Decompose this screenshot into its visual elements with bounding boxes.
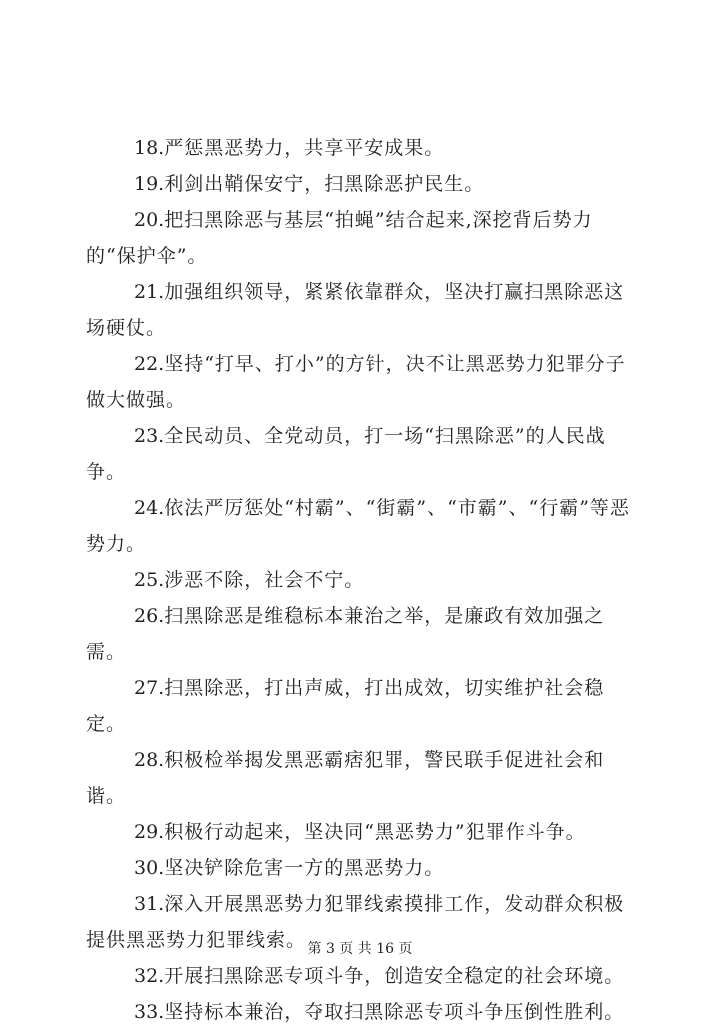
item-text: 积极行动起来，坚决同“黑恶势力”犯罪作斗争。: [164, 821, 586, 843]
item-text: 依法严厉惩处“村霸”、“街霸”、“市霸”、“行霸”等恶势力。: [86, 497, 630, 555]
item-number: 25.: [134, 569, 165, 591]
list-item: [86, 130, 638, 166]
list-item: [86, 490, 638, 562]
page-number-footer: 第 3 页 共 16 页: [307, 941, 413, 957]
list-item: [86, 670, 638, 742]
item-number: 29.: [134, 821, 165, 843]
list-item: [86, 814, 638, 850]
item-number: 31.: [134, 893, 165, 915]
item-number: 24.: [134, 497, 165, 519]
item-text: 坚决铲除危害一方的黑恶势力。: [164, 857, 445, 879]
list-item: [86, 994, 638, 1030]
list-item: [86, 742, 638, 814]
item-text: 坚持标本兼治，夺取扫黑除恶专项斗争压倒性胜利。: [164, 1001, 625, 1023]
item-number: 21.: [134, 281, 165, 303]
item-text: 扫黑除恶是维稳标本兼治之举，是廉政有效加强之需。: [86, 605, 605, 663]
item-text: 把扫黑除恶与基层“拍蝇”结合起来,深挖背后势力的“保护伞”。: [86, 209, 593, 267]
item-number: 18.: [134, 137, 165, 159]
list-item: [86, 166, 638, 202]
item-number: 30.: [134, 857, 165, 879]
item-number: 20.: [134, 209, 165, 231]
item-text: 涉恶不除，社会不宁。: [164, 569, 365, 591]
item-text: 严惩黑恶势力，共享平安成果。: [164, 137, 445, 159]
item-number: 28.: [134, 749, 165, 771]
item-text: 积极检举揭发黑恶霸痞犯罪，警民联手促进社会和谐。: [86, 749, 605, 807]
slogan-list: [86, 130, 638, 1030]
list-item: [86, 274, 638, 346]
item-text: 坚持“打早、打小”的方针，决不让黑恶势力犯罪分子做大做强。: [86, 353, 626, 411]
item-number: 23.: [134, 425, 165, 447]
item-number: 33.: [134, 1001, 165, 1023]
list-item: [86, 598, 638, 670]
item-number: 26.: [134, 605, 165, 627]
list-item: [86, 418, 638, 490]
item-text: 开展扫黑除恶专项斗争，创造安全稳定的社会环境。: [164, 965, 625, 987]
item-number: 32.: [134, 965, 165, 987]
item-text: 深入开展黑恶势力犯罪线索摸排工作，发动群众积极提供黑恶势力犯罪线索。: [86, 893, 625, 951]
item-text: 扫黑除恶，打出声威，打出成效，切实维护社会稳定。: [86, 677, 605, 735]
list-item: [86, 346, 638, 418]
list-item: [86, 202, 638, 274]
item-number: 19.: [134, 173, 165, 195]
item-text: 加强组织领导，紧紧依靠群众，坚决打赢扫黑除恶这场硬仗。: [86, 281, 625, 339]
list-item: [86, 850, 638, 886]
item-text: 利剑出鞘保安宁，扫黑除恶护民生。: [164, 173, 485, 195]
item-number: 22.: [134, 353, 165, 375]
item-number: 27.: [134, 677, 165, 699]
list-item: [86, 562, 638, 598]
item-text: 全民动员、全党动员，打一场“扫黑除恶”的人民战争。: [86, 425, 606, 483]
list-item: [86, 958, 638, 994]
